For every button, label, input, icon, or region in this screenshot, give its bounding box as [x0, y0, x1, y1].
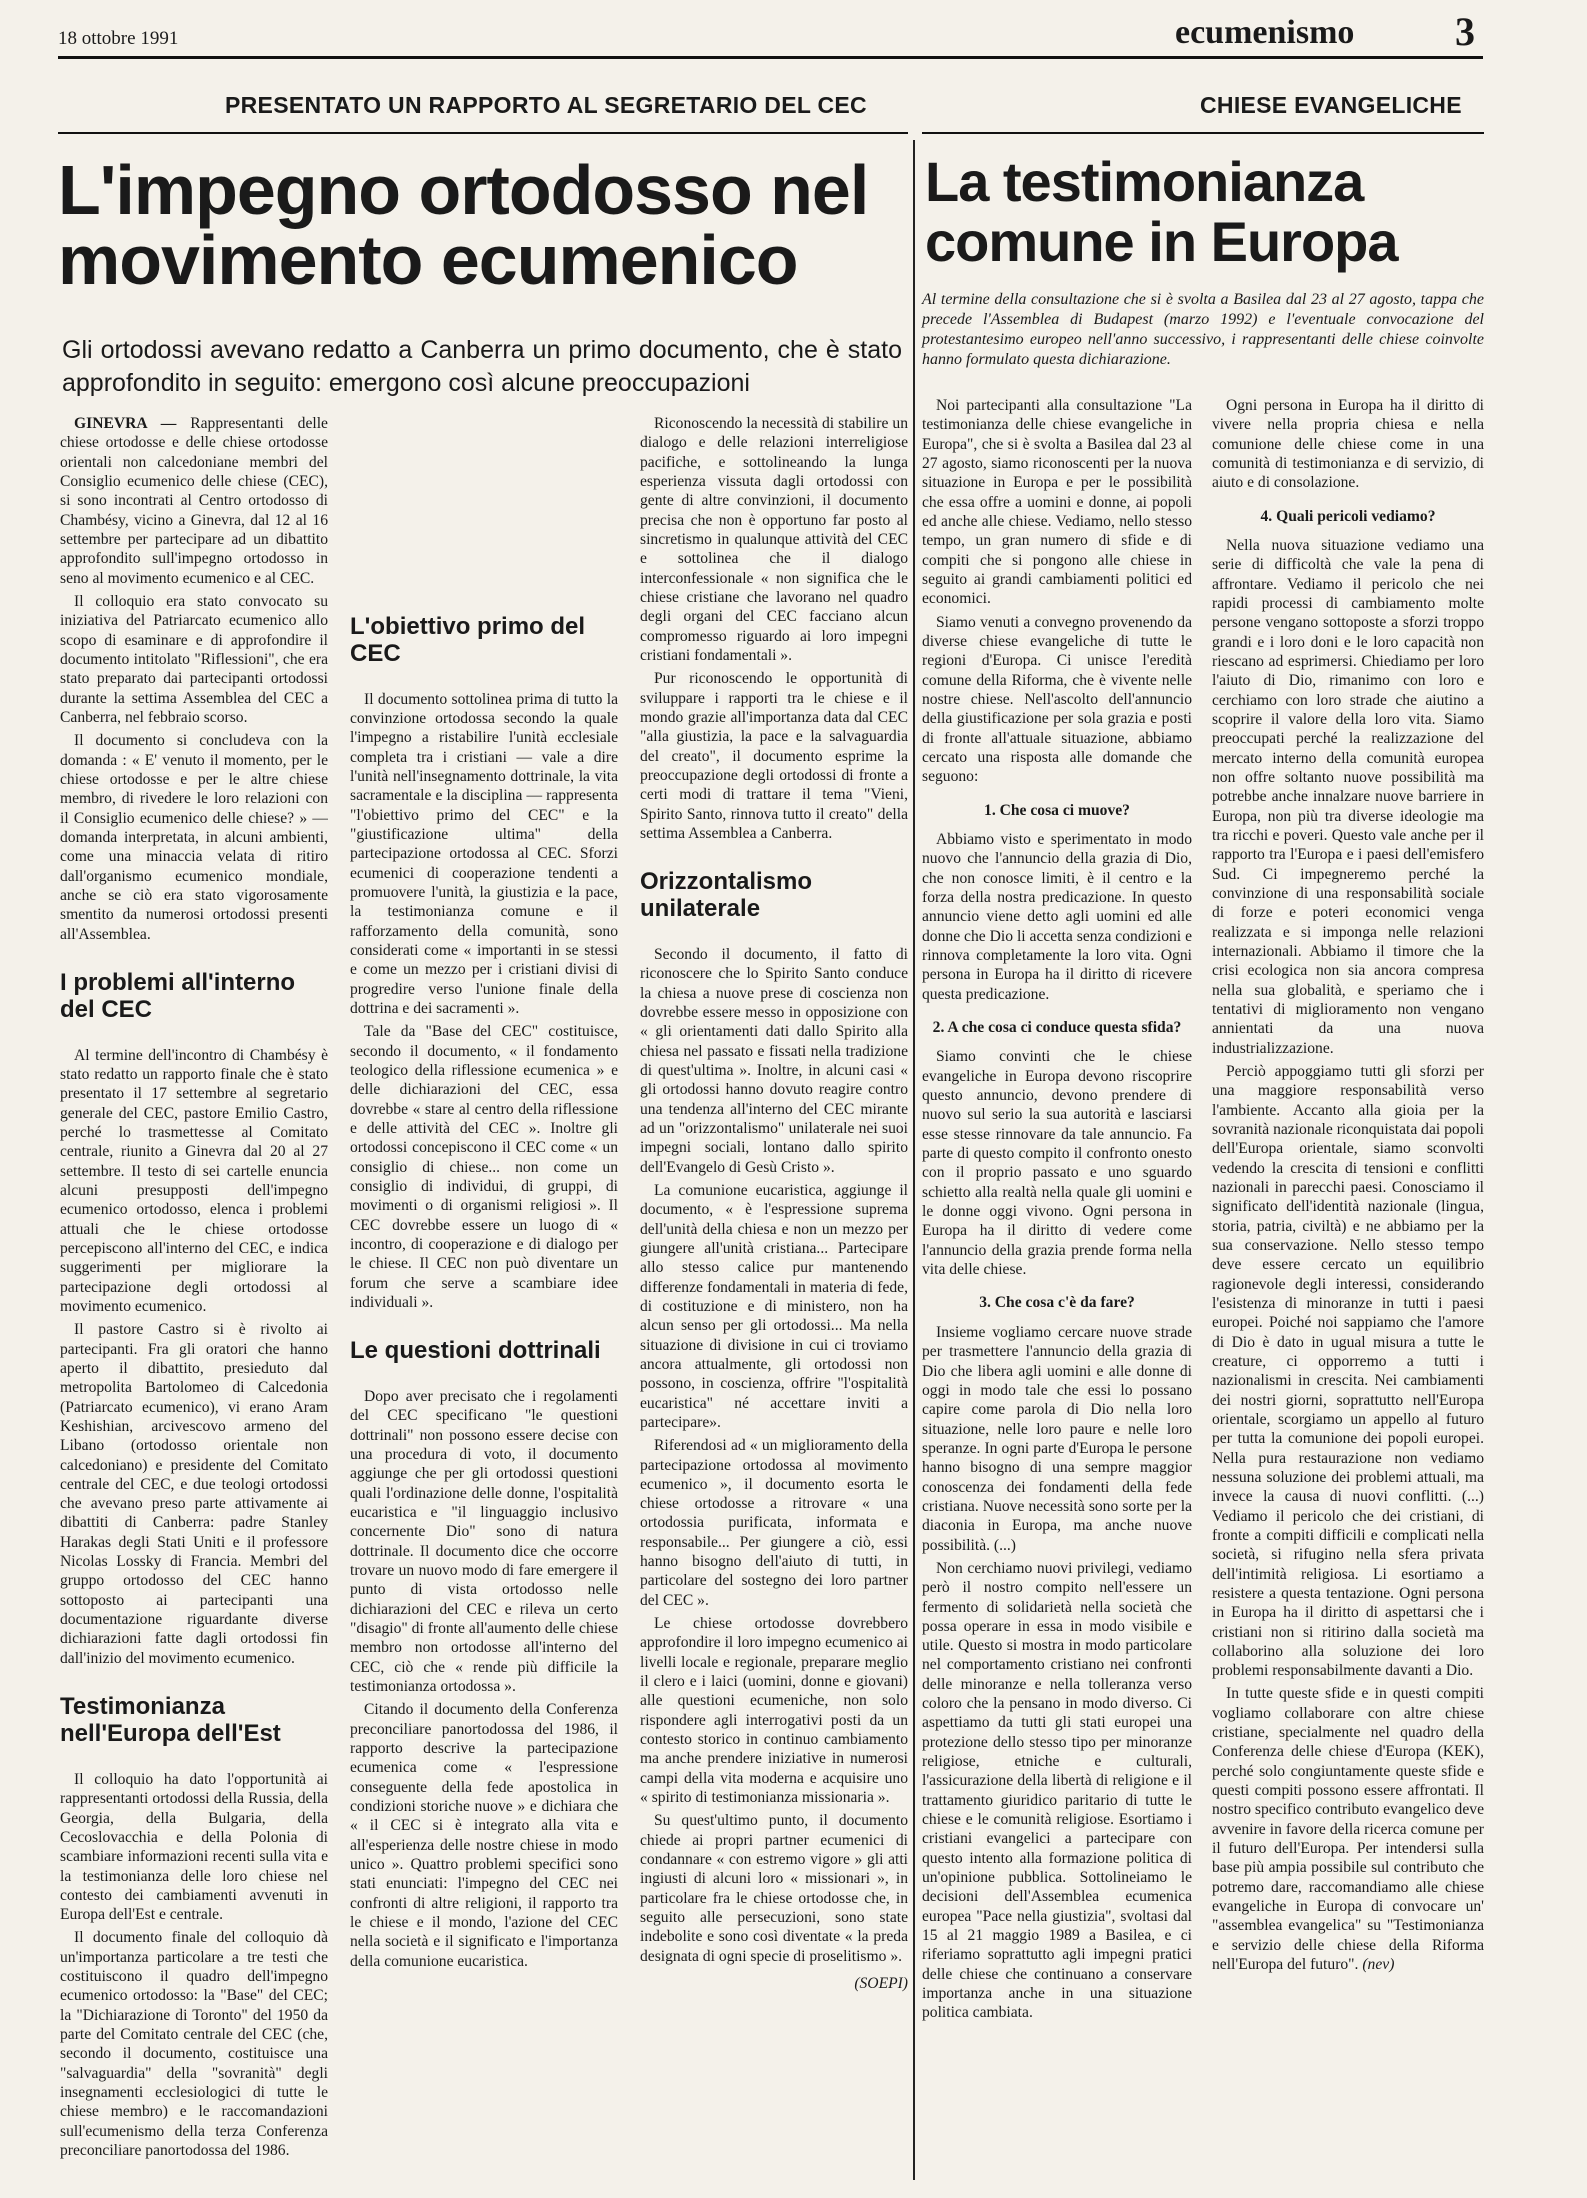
body-paragraph: Su quest'ultimo punto, il documento chiede ai propri partner ecumenici di condannare « con estremo vigore » gli atti ingiusti di alcuni loro « missionari », in particolare fra le chiese ortodosse che, in seguito alle persecuzioni, sono state indebolite e sono così diventate « la preda designata di ogni specie di proselitismo ». [640, 1812, 908, 1965]
subheading: L'obiettivo primo del CEC [350, 613, 586, 667]
body-paragraph: Non cerchiamo nuovi privilegi, vediamo però il nostro compito nell'essere un fermento di solidarietà nella società che possa operare in essa in modo visibile e utile. Questo si mostra in modo particolare nel comportamento cristiano nei confronti delle minoranze e nella tolleranza verso coloro che la pensano in modo diverso. Ci aspettiamo da tutti gli stati europei una protezione dello stesso tipo per minoranze religiose, etniche e culturali, l'assicurazione della libertà di religione e il trattamento giuridico paritario di tutte le chiese e le comunità religiose. Esortiamo i cristiani evangelici a partecipare con questo intento alla formazione politica di un'opinione pubblica. Sottolineiamo le decisioni dell'Assemblea ecumenica europea "Pace nella giustizia", svoltasi dal 15 al 21 maggio 1989 a Basilea, e ci riferiamo soprattutto agli impegni pratici delle chiese che continuano a conservare importanza anche in una situazione politica cambiata. [922, 1559, 1192, 2022]
article-divider [913, 140, 915, 2180]
numbered-question: 3. Che cosa c'è da fare? [979, 1294, 1135, 1312]
subheading: Testimonianza nell'Europa dell'Est [60, 1693, 281, 1747]
issue-date: 18 ottobre 1991 [58, 28, 179, 49]
body-paragraph: Noi partecipanti alla consultazione "La testimonianza delle chiese evangeliche in Europa", che si è svolta a Basilea dal 23 al 27 agosto, siamo riconoscenti per la nuova situazione in Europa e per le possibilità che essa offre a uomini e donne, ai popoli ed anche alle chiese. Vediamo, nello stesso tempo, un gran numero di sfide e di compiti che si pongono alle chiese in seguito ai grandi cambiamenti politici ed economici. [922, 397, 1192, 608]
right-article-column-2 [1212, 396, 1484, 2161]
body-paragraph: Insieme vogliamo cercare nuove strade per trasmettere l'annuncio della grazia di Dio che libera agli uomini e alle donne di oggi in modo tale che essi lo possano capire come parola di Dio nella loro situazione, nelle loro paure e nelle loro speranze. In ogni parte d'Europa le persone hanno bisogno di una sempre maggior conoscenza dei fondamenti della fede cristiana. Nuove necessità sono sorte per la diaconia in Europa, ma anche nuove possibilità. (...) [922, 1323, 1192, 1554]
paragraph-text: In tutte queste sfide e in questi compiti vogliamo collaborare con altre chiese cristiane, specialmente nel quadro della Conferenza delle chiese d'Europa (KEK), perché solo congiuntamente queste sfide e questi compiti possono essere affrontati. Il nostro specifico contributo evangelico deve avvenire in favore della ricerca comune per il futuro dell'Europa. Per intendersi sulla base più ampia possibile sul contributo che potremo dare, raccomandiamo alle chiese evangeliche in Europa di convocare un' "assemblea evangelica" su "Testimonianza e servizio delle chiese della Riforma nell'Europa del futuro". [1212, 1685, 1484, 1974]
subheading: I problemi all'interno del CEC [60, 968, 296, 1023]
numbered-question: 2. A che cosa ci conduce questa sfida? [932, 1019, 1182, 1036]
body-paragraph: Le chiese ortodosse dovrebbero approfondire il loro impegno ecumenico ai livelli locale e regionale, preparare meglio il clero e i laici (uomini, donne e giovani) alle questioni ecumeniche, non solo rispondere agli interrogativi posti da un contesto storico in continuo cambiamento ma anche prendere iniziative in numerosi campi della vita moderna e acquisire uno « spirito di testimonianza missionaria ». [640, 1615, 908, 1807]
right-kicker: CHIESE EVANGELICHE [1200, 92, 1462, 118]
body-paragraph: Il documento si concludeva con la domanda : « E' venuto il momento, per le chiese ortodosse e per le altre chiese membro, di rivedere le loro relazioni con il Consiglio ecumenico delle chiese? » — domanda interpretata, in alcuni ambienti, come una minaccia velata di ritiro dall'organismo ecumenico mondiale, anche se ciò era stato vigorosamente smentito da numerosi ortodossi presenti all'Assemblea. [60, 732, 328, 943]
left-article-column-2 [350, 414, 618, 2179]
body-paragraph: Il colloquio era stato convocato su iniziativa del Patriarcato ecumenico allo scopo di esaminare e di approfondire il documento intitolato "Riflessioni", che era stato preparato dai partecipanti ortodossi durante la settima Assemblea del CEC a Canberra, nel febbraio scorso. [60, 592, 328, 726]
numbered-question: 4. Quali pericoli vediamo? [1260, 507, 1436, 525]
body-paragraph: Riconoscendo la necessità di stabilire un dialogo e delle relazioni interreligiose pacifiche, e sottolineando la lunga esperienza vissuta dagli ortodossi con gente di altre convinzioni, il documento precisa che non è opportuno far posto al sincretismo in qualunque attività del CEC e sottolinea che il dialogo interconfessionale « non significa che le chiese cristiane che lavorano nel quadro degli organi del CEC facciano alcun compromesso riguardo ai loro impegni cristiani fondamentali ». [640, 415, 908, 664]
paragraph-text: Rappresentanti delle chiese ortodosse e delle chiese ortodosse orientali non calcedoniane membri del Consiglio ecumenico delle chiese (CEC), si sono incontrati al Centro ortodosso di Chambésy, vicino a Ginevra, dal 12 al 16 settembre per partecipare ad un dibattito approfondito sull'impegno ortodosso in seno al movimento ecumenico e al CEC. [60, 415, 328, 587]
left-kicker: PRESENTATO UN RAPPORTO AL SEGRETARIO DEL CEC [225, 92, 867, 118]
header-rule [58, 56, 1483, 59]
body-paragraph: Il documento finale del colloquio dà un'importanza particolare a tre testi che costituiscono il quadro dell'impegno ecumenico ortodosso: la "Base" del CEC; la "Dichiarazione di Toronto" del 1950 da parte del Comitato centrale del CEC (che, secondo il documento, costituisce una "salvaguardia" della "sovranità" degli insegnamenti ecclesiologici di tutte le chiese membro) e le raccomandazioni sull'ecumenismo della terza Conferenza preconciliare panortodossa del 1986. [60, 1929, 328, 2160]
body-paragraph: Tale da "Base del CEC" costituisce, secondo il documento, « il fondamento teologico della riflessione ecumenica » e delle dichiarazioni del CEC, essa dovrebbe « stare al centro della riflessione e delle attività del CEC ». Inoltre gli ortodossi concepiscono il CEC come « un consiglio di chiese... non come un consiglio di individui, di gruppi, di movimenti o di organismi religiosi ». Il CEC dovrebbe essere un luogo di « incontro, di cooperazione e di dialogo per le chiese. Il CEC non può diventare un forum che serve a scambiare idee individuali ». [350, 1023, 618, 1311]
article-signature: (nev) [1362, 1956, 1395, 1974]
left-headline: L'impegno ortodosso nel movimento ecumenico [58, 151, 869, 299]
body-paragraph: Ogni persona in Europa ha il diritto di vivere nella propria chiesa e nella comunione delle chiese come in una comunità di testimonianza e di servizio, di aiuto e di consolazione. [1212, 397, 1484, 492]
body-paragraph: Secondo il documento, il fatto di riconoscere che lo Spirito Santo conduce la chiesa a nuove prese di coscienza non dovrebbe essere messo in opposizione con « gli orientamenti dati dallo Spirito alla chiesa nel passato e fissati nella tradizione di quest'ultima ». Inoltre, in alcuni casi « gli ortodossi hanno dovuto reagire contro una tendenza all'interno del CEC mirante ad un "orizzontalismo" unilaterale nei suoi impegni sociali, lontano dallo spirito dell'Evangelo di Gesù Cristo ». [640, 945, 908, 1176]
body-paragraph: Dopo aver precisato che i regolamenti del CEC specificano "le questioni dottrinali" non possono essere decise con una procedura di voto, il documento aggiunge che per gli ortodossi questioni quali l'ordinazione delle donne, l'ospitalità eucaristica e "il linguaggio inclusivo concernente Dio" sono di natura dottrinale. Il documento dice che occorre trovare un nuovo modo di fare emergere il punto di vista ortodosso nelle dichiarazioni del CEC e rileva un certo "disagio" di fronte all'aumento delle chiese membro non ortodosse all'interno del CEC, ciò che « rende più difficile la testimonianza ortodossa ». [350, 1388, 618, 1696]
body-paragraph: Al termine dell'incontro di Chambésy è stato redatto un rapporto finale che è stato presentato il 17 settembre al segretario generale del CEC, pastore Emilio Castro, perché lo trasmettesse al Comitato centrale, riunito a Ginevra dal 20 al 27 settembre. Il testo di sei cartelle enuncia alcuni presupposti dell'impegno ecumenico ortodosso, elenca i problemi attuali che le chiese ortodosse percepiscono all'interno del CEC, e indica suggerimenti per migliorare la partecipazione degli ortodossi al movimento ecumenico. [60, 1046, 328, 1315]
body-paragraph: Il pastore Castro si è rivolto ai partecipanti. Fra gli oratori che hanno aperto il dibattito, presieduto dal metropolita Bartolomeo di Calcedonia (Patriarcato ecumenico), vi erano Aram Keshishian, arcivescovo armeno del Libano (ortodosso orientale non calcedoniano) e presidente del Comitato centrale del CEC, e due teologi ortodossi che avevano preso parte attivamente ai dibattiti di Canberra: padre Stanley Harakas degli Stati Uniti e il professore Nicolas Lossky di Francia. Membri del gruppo ortodosso del CEC hanno sottoposto ai partecipanti una documentazione riguardante diverse dichiarazioni fatte dagli ortodossi fin dall'inizio del movimento ecumenico. [60, 1321, 328, 1667]
numbered-question: 1. Che cosa ci muove? [984, 801, 1130, 819]
subheading: Le questioni dottrinali [350, 1337, 601, 1365]
body-paragraph: La comunione eucaristica, aggiunge il documento, « è l'espressione suprema dell'unità della chiesa e non un mezzo per giungere all'unità cristiana... Partecipare allo stesso calice pur mantenendo differenze fondamentali in materia di fede, di costituzione e di ministero, non ha alcun senso per gli ortodossi... Ma nella situazione di divisione in cui ci troviamo ancora attualmente, gli ortodossi non possono, in coscienza, offrire "l'ospitalità eucaristica" né accettare inviti a partecipare». [640, 1181, 908, 1431]
body-paragraph: Riferendosi ad « un miglioramento della partecipazione ortodossa al movimento ecumenico », il documento esorta le chiese ortodosse a ritrovare « una ortodossia purificata, informata e responsabile... Per giungere a ciò, essi hanno bisogno dell'aiuto di tutti, in particolare del sostegno dei loro partner del CEC ». [640, 1437, 908, 1609]
subheading: Orizzontalismo unilaterale [640, 868, 813, 923]
body-paragraph: Perciò appoggiamo tutti gli sforzi per una maggiore responsabilità verso l'ambiente. Accanto alla gioia per la sovranità nazionale riconquistata dai popoli dell'Europa orientale, siamo sconvolti vedendo la crescita di tensioni e conflitti nazionali in parecchi paesi. Conosciamo il significato dell'identità nazionale (lingua, storia, patria, civiltà) e ne abbiamo per la sua conservazione. Nello stesso tempo deve essere cercato un equilibrio ragionevole degli interessi, considerando l'esistenza di minoranze in tutti i paesi europei. Poiché noi sappiamo che l'amore di Dio è dato in ugual misura a tutte le creature, ci opporremo a tutti i nazionalismi in crescita. Nei cambiamenti dei nostri giorni, soprattutto nell'Europa orientale, scorgiamo un appello al futuro per tutta la comunione dei popoli europei. Nella pura restaurazione non vediamo nessuna soluzione dei problemi attuali, ma invece la causa di nuovi conflitti. (...) Vediamo il pericolo che dei cristiani, di fronte a compiti difficili e complicati nella società, si rifugino nella sfera privata dell'intimità religiosa. Li esortiamo a resistere a questa tentazione. Ogni persona in Europa ha il diritto di aspettarsi che i cristiani non si ritirino dalla società ma collaborino alla soluzione dei loro problemi responsabilmente davanti a Dio. [1212, 1062, 1484, 1680]
article-signature: (SOEPI) [854, 1975, 908, 1993]
body-paragraph [1212, 1684, 1484, 1974]
left-standfirst: Gli ortodossi avevano redatto a Canberra un primo documento, che è stato approfondito in seguito: emergono così alcune preoccupazioni [62, 336, 902, 397]
right-article-column-1 [922, 396, 1192, 2161]
left-article-column-3 [640, 414, 908, 2179]
body-paragraph [60, 414, 328, 588]
body-paragraph: Nella nuova situazione vediamo una serie di difficoltà che vale la pena di affrontare. Vediamo il pericolo che nei rapidi processi di cambiamento molte persone vengano sottoposte a sforzi troppo grandi e i loro doni e le loro capacità non riescano ad esprimersi. Chiediamo per loro l'aiuto di Dio, rimanimo con loro e cerchiamo con loro strade che aiutino a scoprire il valore della loro vita. Siamo preoccupati perché la realizzazione del mercato interno della comunità europea non offre soltanto nuove possibilità ma potrebbe anche innalzare nuove barriere in Europa, non più tra diverse ideologie ma tra ricchi e poveri. Questo vale anche per il rapporto tra l'Europa e i paesi dell'emisfero Sud. Ci impegneremo perché la convinzione di una responsabilità sociale di forze e poteri economici venga realizzata e si imponga nelle relazioni internazionali. Abbiamo il timore che la crisi ecologica non sia ancora compresa nella sua globalità, e speriamo che i tentativi di miglioramento non vengano annientati da una nuova industrializzazione. [1212, 537, 1484, 1057]
left-kicker-rule [58, 132, 908, 134]
dateline: GINEVRA — [74, 415, 177, 432]
body-paragraph: Citando il documento della Conferenza preconciliare panortodossa del 1986, il rapporto descrive la partecipazione ecumenica come « l'espressione conseguente della fede apostolica in condizioni storiche nuove » e dichiara che « il CEC si è integrato alla vita e all'esperienza delle nostre chiese in modo unico ». Quattro problemi specifici sono stati enunciati: l'impegno del CEC nei confronti di altre religioni, il rapporto tra le chiese e il mondo, l'azione del CEC nella società e il significato e l'importanza della comunione eucaristica. [350, 1701, 618, 1970]
right-headline: La testimonianza comune in Europa [925, 150, 1398, 274]
left-article-column-1 [60, 414, 328, 2179]
right-standfirst: Al termine della consultazione che si è svolta a Basilea dal 23 al 27 agosto, tappa che precede l'Assemblea di Budapest (marzo 1992) e l'eventuale convocazione del protestantesimo europeo nell'anno successivo, i rappresentanti delle chiese coinvolte hanno formulato questa dichiarazione. [922, 291, 1484, 368]
body-paragraph: Il colloquio ha dato l'opportunità ai rappresentanti ortodossi della Russia, della Georgia, della Bulgaria, della Cecoslovacchia e della Polonia di scambiare informazioni recenti sulla vita e la testimonianza delle loro chiese nel contesto dei cambiamenti avvenuti in Europa dell'Est e centrale. [60, 1770, 328, 1924]
body-paragraph: Siamo venuti a convegno provenendo da diverse chiese evangeliche di tutte le regioni d'Europa. Ci unisce l'eredità comune della Riforma, che è vivente nelle nostre chiese. Nell'ascolto dell'annuncio della giustificazione per sola grazia e posti di fronte all'attuale situazione, abbiamo cercato una risposta alle domande che seguono: [922, 613, 1192, 786]
section-title: ecumenismo [1175, 14, 1355, 51]
body-paragraph: Pur riconoscendo le opportunità di sviluppare i rapporti tra le chiese e il mondo grazie all'importanza data dal CEC "alla giustizia, la pace e la salvaguardia del creato", il documento esprime la preoccupazione degli ortodossi di fronte a certi modi di trattare il tema "Vieni, Spirito Santo, rinnova tutto il creato" della settima Assemblea a Canberra. [640, 670, 908, 842]
page-number: 3 [1455, 9, 1475, 54]
body-paragraph: Abbiamo visto e sperimentato in modo nuovo che l'annuncio della grazia di Dio, che non conosce limiti, è il centro e la forza della nostra predicazione. In questo annuncio viene detto agli uomini ed alle donne che Dio li accetta senza condizioni e rinnova completamente la loro vita. Ogni persona in Europa ha il diritto di ricevere questa predicazione. [922, 831, 1192, 1003]
right-kicker-rule [922, 132, 1484, 134]
body-paragraph: Il documento sottolinea prima di tutto la convinzione ortodossa secondo la quale l'impegno a ristabilire l'unità ecclesiale completa tra i cristiani — vale a dire l'unità nell'insegnamento dottrinale, la vita sacramentale e la disciplina — rappresenta "l'obiettivo primo del CEC" e la "giustificazione ultima" della partecipazione ortodossa al CEC. Sforzi ecumenici di cooperazione tendenti a promuovere l'unità, la giustizia e la pace, la testimonianza comune e il rafforzamento della comunità, sono considerati come « importanti in se stessi e come un mezzo per i cristiani divisi di progredire verso l'unione finale della dottrina e dei sacramenti ». [350, 690, 618, 1017]
body-paragraph: Siamo convinti che le chiese evangeliche in Europa devono riscoprire questo annuncio, devono prendere di nuovo sul serio la sua autorità e lasciarsi esse stesse rinnovare da tale annuncio. Fa parte di questo compito il confronto onesto con il proprio passato e uno sguardo schietto alla realtà nella quale gli uomini e le donne oggi vivono. Ogni persona in Europa ha il diritto di vedere come l'annuncio della grazia prende forma nella vita delle chiese. [922, 1048, 1192, 1279]
